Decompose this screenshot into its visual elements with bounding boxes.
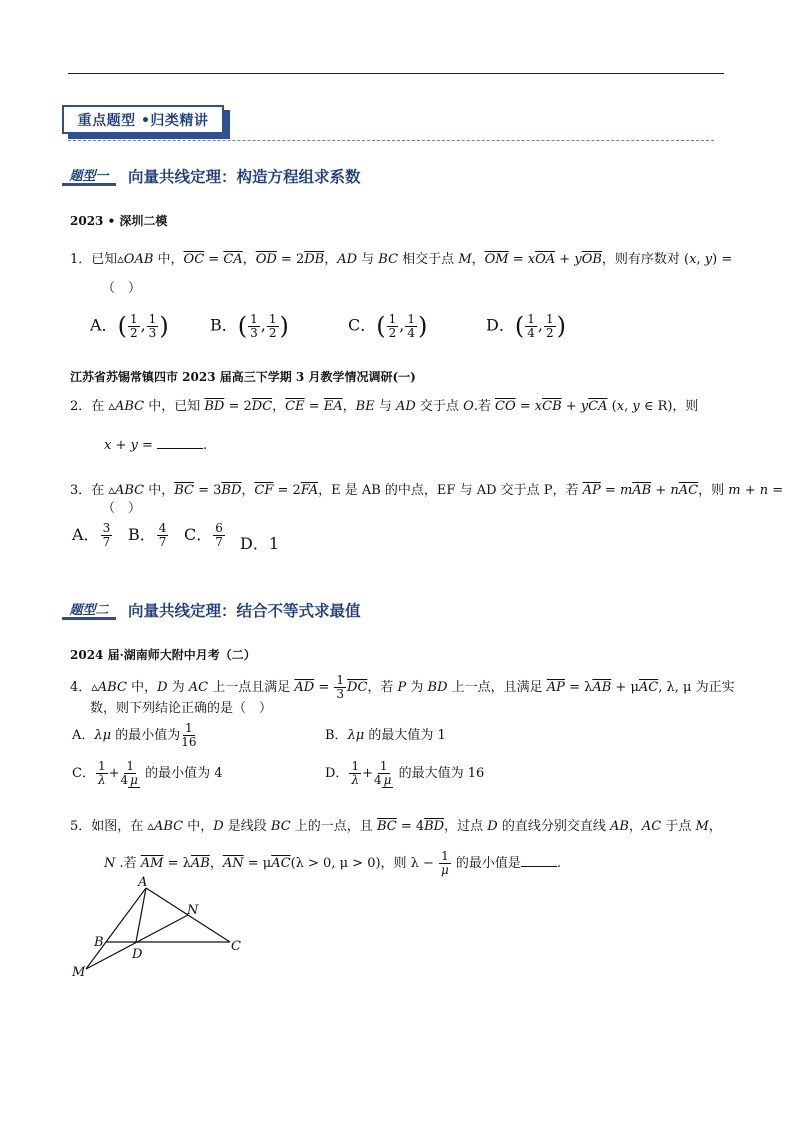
- label-n: N: [187, 903, 199, 918]
- option-c: C．( $\frac{1}{2}$ , $\frac{1}{4}$ ): [348, 311, 428, 340]
- label-m: M: [72, 965, 86, 980]
- option-b: B．( $\frac{1}{3}$ , $\frac{1}{2}$ ): [210, 311, 289, 340]
- dashed-divider: [68, 140, 714, 141]
- question-2: 2．在 ▵ABC 中，已知 $\overline{BD} = 2\overline{DC}$，$\overline{CE} = \overline{EA}$，BE 与 AD 交于点 O.若 $\overline{CO} = x\overline{CB} + y\overline{CA}$ (x, y ∈ R)，则: [70, 399, 699, 414]
- section-badge: [62, 105, 230, 137]
- label-b: B: [94, 935, 104, 950]
- badge-label: 重点题型 •归类精讲: [62, 105, 224, 134]
- question-1: 1．已知▵OAB 中，$\overline{OC} = \overline{CA}$，$\overline{OD} = 2\overline{DB}$，AD 与 BC 相交于点 M，$\overline{OM} = x\overline{OA} + y\overline{OB}$，则有序数对 (x, y) =: [70, 252, 733, 267]
- segment-ad: [136, 888, 146, 942]
- option-a: A． $\frac{3}{7}$: [72, 521, 111, 549]
- section-tag: 题型二: [62, 600, 116, 620]
- option-b: B． $\frac{4}{7}$: [128, 521, 167, 549]
- label-a: A: [138, 875, 148, 890]
- question-4-line2: 数，则下列结论正确的是（ ）: [90, 701, 273, 716]
- question-4: 4．▵ABC 中，D 为 AC 上一点且满足 $\overline{AD}$ = $\frac{1}{3}$ $\overline{DC}$，若 P 为 BD 上一点，且满足 $\overline{AP} = \lambda\overline{AB} + \mu\overline{AC}$, λ, μ 为正实: [70, 673, 735, 701]
- question-3: 3．在 ▵ABC 中，$\overline{BC} = 3\overline{BD}$，$\overline{CF} = 2\overline{FA}$，E 是 AB 的中点，EF 与 AD 交于点 P，若 $\overline{AP} = m\overline{AB} + n\overline{AC}$，则 m + n =: [70, 483, 784, 498]
- option-d: D．( $\frac{1}{4}$ , $\frac{1}{2}$ ): [486, 311, 566, 340]
- question-2-line2: x + y = .: [104, 438, 208, 453]
- top-rule: [68, 73, 724, 74]
- section-title: 向量共线定理：结合不等式求最值: [128, 602, 361, 620]
- question-1-options: [90, 312, 690, 348]
- question-4-option-d: D． $\frac{1}{\lambda}$ + $\frac{1}{4 \mu}$ 的最大值为 16: [325, 759, 485, 787]
- source-label: 江苏省苏锡常镇四市 2023 届高三下学期 3 月教学情况调研(一): [70, 370, 416, 384]
- triangle-figure: [66, 874, 256, 984]
- section-tag: 题型一: [62, 166, 116, 186]
- section-heading-2: [62, 598, 361, 622]
- source-label: 2024 届·湖南师大附中月考（二）: [70, 648, 256, 662]
- question-4-option-a: A．λμ 的最小值为 $\frac{1}{16}$: [72, 721, 197, 749]
- question-4-option-b: B．λμ 的最大值为 1: [325, 728, 446, 743]
- section-title: 向量共线定理：构造方程组求系数: [128, 168, 361, 186]
- question-3-options: [72, 522, 332, 556]
- question-3-paren: （ ）: [102, 501, 142, 516]
- label-c: C: [231, 939, 241, 954]
- option-a: A．( $\frac{1}{2}$ , $\frac{1}{3}$ ): [90, 311, 169, 340]
- label-d: D: [132, 947, 143, 962]
- question-1-paren: （ ）: [102, 281, 142, 296]
- option-c: C． $\frac{6}{7}$: [184, 521, 223, 549]
- question-5-line2: N .若 $\overline{AM} = \lambda\overline{AB}$，$\overline{AN} = \mu\overline{AC}(\lambda > 0$, μ > 0)，则 λ − $\frac{1}{\mu}$ 的最小值是 .: [104, 849, 561, 877]
- segment-ab: [106, 888, 146, 942]
- question-5: 5．如图，在 ▵ABC 中，D 是线段 BC 上的一点，且 $\overline{BC} = 4\overline{BD}$，过点 D 的直线分别交直线 AB，AC 于点 M，: [70, 819, 722, 834]
- question-4-option-c: C． $\frac{1}{\lambda}$ + $\frac{1}{4 \mu}$ 的最小值为 4: [72, 759, 223, 787]
- option-d: D．1: [240, 534, 280, 553]
- source-label: 2023 • 深圳二模: [70, 214, 168, 228]
- section-heading-1: [62, 164, 361, 188]
